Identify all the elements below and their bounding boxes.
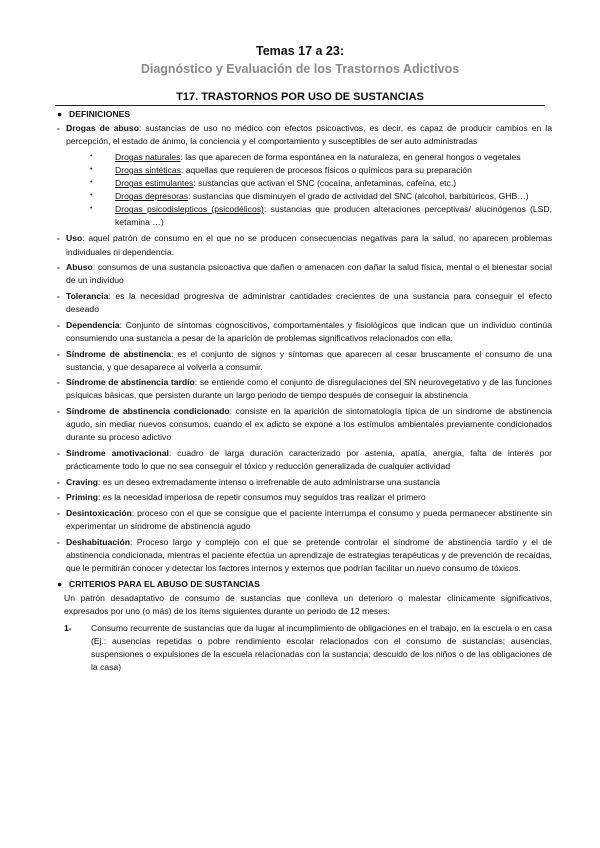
document-body: [57, 108, 552, 674]
definition-text: : Conjunto de síntomas cognoscitivos, comportamentales y fisiológicos que indican que un individuo continúa consumiendo una sustancia a pesar de la aparición de problemas significativos relacionados con ella.: [66, 319, 552, 343]
drug-type-text: : sustancias que disminuyen el grado de actividad del SNC (alcohol, barbitúricos, GHB…): [188, 191, 529, 202]
definition-text: : consumos de una sustancia psicoactiva que dañen o amenacen con dañar la salud física, mental o el bienestar social de un individuo: [66, 262, 552, 286]
definition-term: Drogas de abuso: [66, 123, 139, 134]
small-bullet-icon: •: [90, 165, 93, 173]
definition-item: [57, 232, 552, 258]
definition-term: Craving: [66, 476, 98, 487]
drug-types-list: [57, 151, 552, 230]
definition-text: : consiste en la aparición de sintomatología típica de un síndrome de abstinencia agudo, sin mediar nuevos consumos, cuando el ex adicto se expone a los estímulos ambientales previamente condicionados durante su proceso adictivo: [66, 406, 553, 443]
small-bullet-icon: •: [90, 192, 93, 200]
definition-term: Dependencia: [66, 319, 120, 330]
dash-icon: -: [57, 476, 60, 487]
drug-type-item: [90, 151, 552, 164]
definition-term: Desintoxicación: [66, 508, 132, 519]
definition-text: : Proceso largo y complejo con el que se pretende controlar el síndrome de abstinencia tardío y el de abstinencia condicionada, mientras el paciente efectúa un aprendizaje de estrategias terapéuticas y de prevención de recaídas, que le permitirán conocer y detectar los factores internos y externos que podrían facilitar un nuevo consumo de tóxicos.: [66, 536, 552, 574]
drug-type-item: [90, 190, 552, 203]
definition-text: : es la necesidad imperiosa de repetir consumos muy seguidos tras realizar el primero: [98, 492, 426, 503]
dash-icon: -: [57, 233, 60, 244]
criterio-item: [64, 622, 552, 674]
criterios-heading: ● CRITERIOS PARA EL ABUSO DE SUSTANCIAS: [57, 578, 552, 591]
definition-item: [57, 261, 552, 287]
definition-item: [57, 290, 552, 316]
definition-term: Síndrome de abstinencia tardío: [66, 377, 195, 388]
title-underline: [55, 105, 545, 106]
dash-icon: -: [57, 536, 60, 547]
section-title: T17. TRASTORNOS POR USO DE SUSTANCIAS: [176, 91, 424, 103]
dash-icon: -: [57, 123, 60, 134]
definition-text: : es la necesidad progresiva de administrar cantidades crecientes de una sustancia para conseguir el efecto deseado: [66, 291, 552, 315]
bullet-icon: ●: [57, 579, 63, 590]
definition-item: [57, 476, 552, 489]
small-bullet-icon: •: [90, 152, 93, 160]
criterios-intro: Un patrón desadaptativo de consumo de sustancias que conlleva un deterioro o malestar clínicamente significativos, expresados por uno (o más) de los ítems siguientes durante un periodo de 12 meses:: [64, 593, 552, 617]
dash-icon: -: [57, 348, 60, 359]
definition-item: [57, 507, 552, 533]
criterios-list: [57, 622, 552, 674]
definition-term: Priming: [66, 492, 98, 503]
definition-text: : cuadro de larga duración caracterizado por astenia, apatía, anergia, falta de interés por prácticamente todo lo que no sea conseguir el tóxico y reducción generalizada de cualquier actividad: [66, 448, 552, 472]
definition-item: [57, 376, 552, 402]
def-drogas-de-abuso: [57, 122, 552, 148]
drug-type-term: Drogas psicodislepticos (psicodélicos): [115, 204, 264, 215]
definition-item: [57, 447, 552, 473]
definition-term: Síndrome amotivacional: [66, 448, 169, 458]
dash-icon: -: [57, 291, 60, 301]
drug-type-text: : sustancias que activan el SNC (cocaína, anfetaminas, cafeína, etc.): [193, 178, 457, 189]
definition-term: Abuso: [66, 262, 93, 273]
definition-text: : proceso con el que se consigue que el paciente interrumpa el consumo y pueda permanecer abstinente sin experimentar un síndrome de abstinencia agudo: [66, 508, 552, 532]
dash-icon: -: [57, 377, 60, 388]
dash-icon: -: [57, 262, 60, 273]
definition-text: : se entiende como el conjunto de disregulaciones del SN neurovegetativo y de las funciones psíquicas básicas, que persisten durante un largo periodo de tiempo después de conseguir la abstinencia: [66, 377, 552, 401]
drug-type-item: [90, 164, 552, 177]
drug-type-term: Drogas sintéticas: [115, 164, 181, 175]
drug-type-term: Drogas naturales: [115, 151, 181, 162]
small-bullet-icon: •: [90, 205, 93, 213]
definition-term: Deshabituación: [66, 536, 130, 547]
definition-term: Síndrome de abstinencia: [66, 348, 171, 359]
dash-icon: -: [57, 448, 60, 458]
drug-type-text: : aquellas que requieren de procesos físicos o químicos para su preparación: [180, 164, 472, 175]
definition-item: [57, 405, 552, 444]
dash-icon: -: [57, 492, 60, 503]
definition-text: : sustancias de uso no médico con efectos psicoactivos, es decir, es capaz de producir cambios en la percepción, el estado de ánimo, la conciencia y el comportamiento y susceptibles de ser auto administradas: [66, 123, 552, 147]
definition-text: : es el conjunto de signos y síntomas que aparecen al cesar bruscamente el consumo de una sustancia, y que desaparece al volverla a consumir.: [66, 348, 552, 372]
drug-type-item: [90, 177, 552, 190]
definition-item: [57, 491, 552, 504]
dash-icon: -: [57, 319, 60, 330]
definition-term: Síndrome de abstinencia condicionado: [66, 406, 230, 417]
drug-type-text: : sustancias que producen alteraciones perceptivas/ alucinógenos (LSD, ketamina …): [115, 204, 553, 228]
dash-icon: -: [57, 406, 60, 417]
dash-icon: -: [57, 508, 60, 519]
definition-term: Uso: [66, 233, 83, 244]
definition-item: [57, 348, 552, 374]
definition-term: Tolerancia: [66, 291, 109, 301]
drug-type-term: Drogas estimulantes: [115, 178, 194, 189]
drug-type-term: Drogas depresoras: [115, 191, 189, 202]
definition-item: [57, 319, 552, 345]
bullet-icon: ●: [57, 109, 63, 119]
small-bullet-icon: •: [90, 179, 93, 187]
document-title: Temas 17 a 23:: [255, 44, 345, 58]
definition-text: : es un deseo extremadamente intenso o irrefrenable de auto administrarse una sustancia: [98, 476, 441, 487]
definiciones-heading: ● DEFINICIONES: [57, 108, 552, 121]
drug-type-text: : las que aparecen de forma espontánea en la naturaleza, en general hongos o vegetales: [180, 151, 521, 162]
document-subtitle: Diagnóstico y Evaluación de los Trastornos Adictivos: [140, 62, 460, 76]
definition-item: [57, 536, 552, 575]
criterio-number: 1-: [64, 622, 72, 633]
criterio-text: Consumo recurrente de sustancias que da lugar al incumplimiento de obligaciones en el trabajo, en la escuela o en casa (Ej.: ausencias repetidas o pobre rendimiento escolar relacionados con el consumo de sustancias; ausencias, suspensiones o expulsiones de la escuela relacionadas con la sustancia; descuido de los niños o de las obligaciones de la casa): [91, 622, 552, 672]
drug-type-item: [90, 203, 552, 229]
definition-text: : aquel patrón de consumo en el que no se producen consecuencias negativas para la salud, no aparecen problemas individuales ni dependencia.: [66, 233, 552, 257]
definitions-list: [57, 232, 552, 575]
